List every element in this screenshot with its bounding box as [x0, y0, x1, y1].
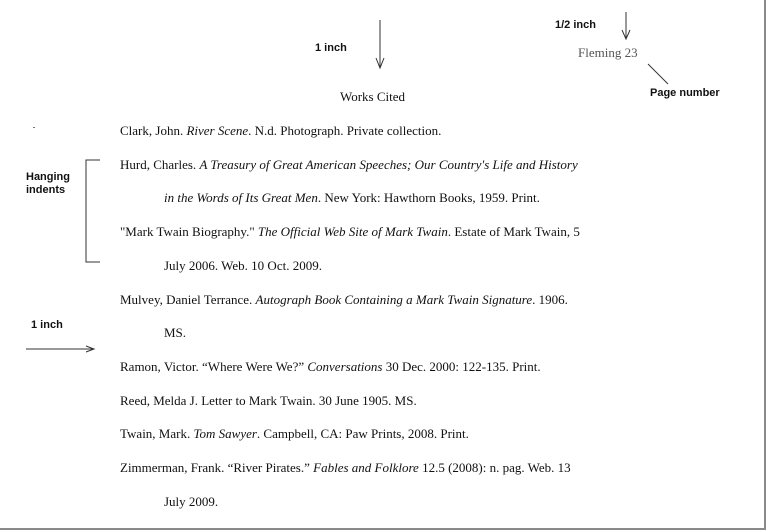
left-margin-label: 1 inch — [31, 319, 63, 331]
citation-title: Tom Sawyer — [193, 426, 257, 441]
page-title: Works Cited — [340, 89, 406, 104]
citation-title: The Official Web Site of Mark Twain — [257, 224, 448, 239]
citation-text: "Mark Twain Biography." — [120, 224, 258, 239]
citation-text: Twain, Mark. — [120, 426, 194, 441]
citation-title: River Scene — [186, 123, 249, 138]
hanging-indent-bracket-icon — [86, 160, 100, 262]
header-margin-arrow-icon — [622, 12, 630, 39]
citation-text: Ramon, Victor. “Where Were We?” — [120, 359, 308, 374]
hanging-indents-label: Hanging indents — [26, 171, 70, 196]
citation-text: Clark, John. — [120, 123, 187, 138]
citation-title: A Treasury of Great American Speeches; Our Country's Life and History — [199, 157, 578, 172]
citation-text: . New York: Hawthorn Books, 1959. Print. — [317, 190, 540, 205]
citation-text: . Estate of Mark Twain, 5 — [447, 224, 580, 239]
citation-text: 12.5 (2008): n. pag. Web. 13 — [418, 460, 571, 475]
citation-text: July 2009. — [164, 494, 219, 509]
citation-text: MS. — [164, 325, 187, 340]
header-margin-label: 1/2 inch — [555, 19, 596, 31]
top-margin-label: 1 inch — [315, 42, 347, 54]
page-number-label: Page number — [650, 87, 720, 99]
citation-title: Conversations — [307, 359, 383, 374]
citation-text: . 1906. — [532, 292, 568, 307]
citation-title: Fables and Folklore — [313, 460, 419, 475]
citation-text: 30 Dec. 2000: 122-135. Print. — [382, 359, 541, 374]
citation-title: Autograph Book Containing a Mark Twain Signature — [255, 292, 533, 307]
citation-text: July 2006. Web. 10 Oct. 2009. — [164, 258, 322, 273]
left-margin-arrow-icon — [26, 346, 94, 352]
citation-title: in the Words of Its Great Men — [164, 190, 318, 205]
citation-text: Hurd, Charles. — [120, 157, 200, 172]
citation-text: Reed, Melda J. Letter to Mark Twain. 30 June 1905. MS. — [120, 393, 417, 408]
citation-text: . Campbell, CA: Paw Prints, 2008. Print. — [256, 426, 469, 441]
running-head: Fleming 23 — [578, 45, 638, 60]
citation-text: . N.d. Photograph. Private collection. — [248, 123, 442, 138]
page-number-pointer-icon — [648, 64, 668, 84]
citation-text: Mulvey, Daniel Terrance. — [120, 292, 256, 307]
citation-text: Zimmerman, Frank. “River Pirates.” — [120, 460, 314, 475]
top-margin-arrow-icon — [376, 20, 384, 68]
